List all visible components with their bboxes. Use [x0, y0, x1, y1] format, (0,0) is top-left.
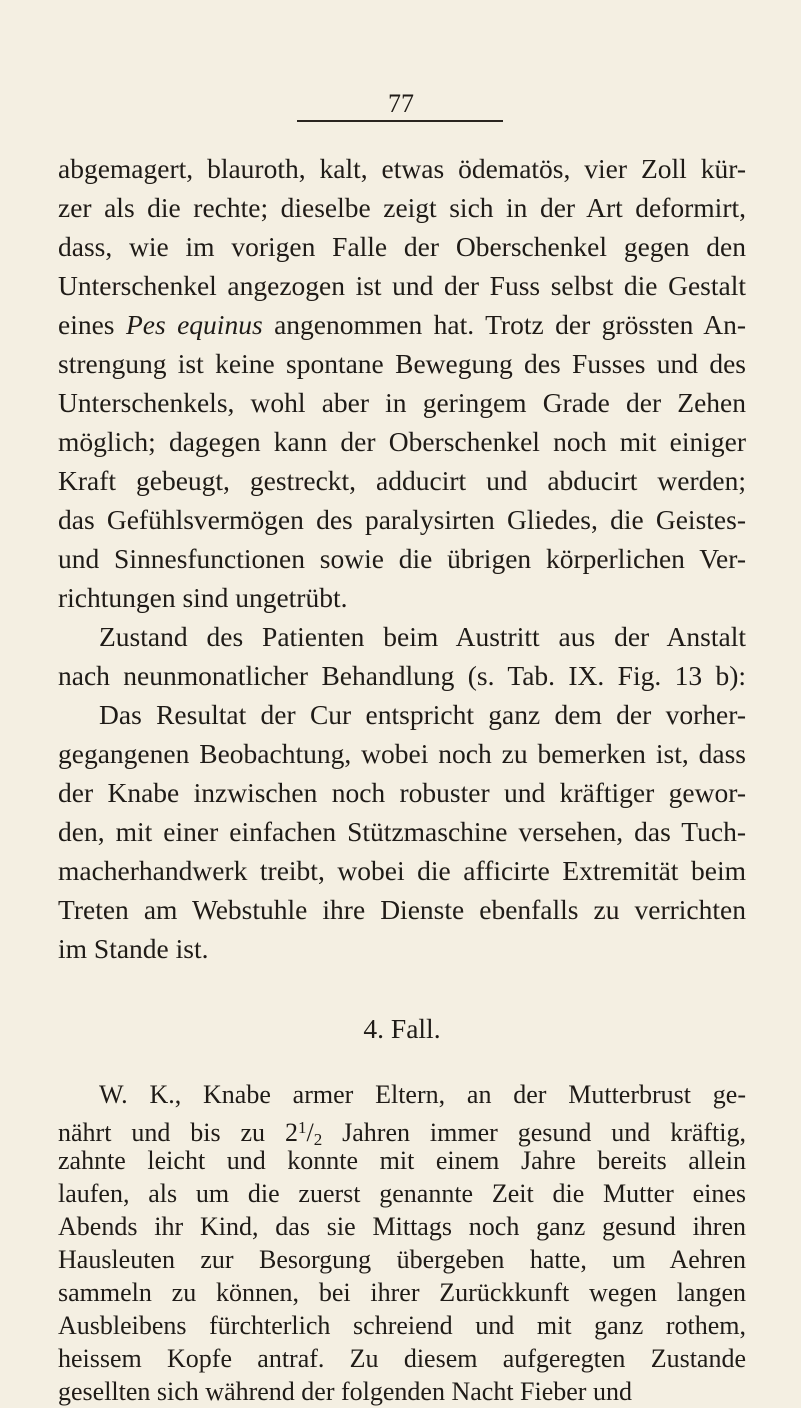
text-line: Kraft gebeugt, gestreckt, adducirt und abducirt werden; [58, 465, 746, 496]
text-line: abgemagert, blauroth, kalt, etwas ödematös, vier Zoll kür- [58, 153, 746, 184]
text-span: nährt und bis zu [58, 1118, 266, 1147]
fraction-denominator: 2 [313, 1130, 323, 1149]
italic-term: Pes equinus [125, 309, 263, 340]
text-line: Unterschenkel angezogen ist und der Fuss selbst die Gestalt [58, 270, 746, 301]
text-line: Zustand des Patienten beim Austritt aus der Anstalt [99, 621, 746, 652]
fraction-numerator: 1 [297, 1118, 307, 1137]
text-line: Treten am Webstuhle ihre Dienste ebenfalls zu verrichten [58, 894, 746, 925]
text-line: Das Resultat der Cur entspricht ganz dem der vorher- [99, 699, 746, 730]
text-line: macherhandwerk treibt, wobei die afficirte Extremität beim [58, 855, 746, 886]
text-line: nach neunmonatlicher Behandlung (s. Tab. IX. Fig. 13 b): [58, 660, 746, 691]
text-span: angenommen hat. Trotz der grössten An- [274, 309, 747, 340]
text-line: Abends ihr Kind, das sie Mittags noch ganz gesund ihren [58, 1212, 746, 1241]
text-line: möglich; dagegen kann der Oberschenkel noch mit einiger [58, 426, 746, 457]
fraction: $2^1/2$ [284, 1118, 323, 1149]
text-line: sammeln zu können, bei ihrer Zurückkunft wegen langen [58, 1278, 746, 1307]
text-line: Unterschenkels, wohl aber in geringem Grade der Zehen [58, 387, 746, 418]
text-line: richtungen sind ungetrübt. [58, 582, 348, 613]
text-line: strengung ist keine spontane Bewegung des Fusses und des [58, 348, 746, 379]
text-line: dass, wie im vorigen Falle der Oberschenkel gegen den [58, 231, 746, 262]
text-span: eines [58, 309, 115, 340]
text-line [58, 306, 746, 344]
page-number: 77 [388, 89, 414, 118]
text-line [58, 1111, 747, 1149]
fraction-whole: 2 [284, 1118, 298, 1147]
text-line: Ausbleibens fürchterlich schreiend und mit ganz rothem, [58, 1311, 746, 1340]
section-heading: 4. Fall. [363, 1013, 441, 1044]
text-line: heissem Kopfe antraf. Zu diesem aufgeregten Zustande [58, 1344, 746, 1373]
text-line: laufen, als um die zuerst genannte Zeit die Mutter eines [58, 1179, 746, 1208]
text-line: das Gefühlsvermögen des paralysirten Gliedes, die Geistes- [58, 504, 746, 535]
text-line: gegangenen Beobachtung, wobei noch zu bemerken ist, dass [58, 738, 746, 769]
text-line: der Knabe inzwischen noch robuster und kräftiger gewor- [58, 777, 746, 808]
text-span: Jahren immer gesund und kräftig, [342, 1118, 747, 1147]
text-line: den, mit einer einfachen Stützmaschine versehen, das Tuch- [58, 816, 746, 847]
text-line: im Stande ist. [58, 933, 209, 964]
text-line: zer als die rechte; dieselbe zeigt sich in der Art deformirt, [58, 192, 746, 223]
header-rule [297, 120, 503, 122]
text-line: und Sinnesfunctionen sowie die übrigen körperlichen Ver- [58, 543, 746, 574]
text-line: gesellten sich während der folgenden Nacht Fieber und [58, 1377, 632, 1406]
text-line: W. K., Knabe armer Eltern, an der Mutterbrust ge- [99, 1080, 746, 1109]
text-line: Hausleuten zur Besorgung übergeben hatte, um Aehren [58, 1245, 746, 1274]
text-line: zahnte leicht und konnte mit einem Jahre bereits allein [58, 1146, 746, 1175]
